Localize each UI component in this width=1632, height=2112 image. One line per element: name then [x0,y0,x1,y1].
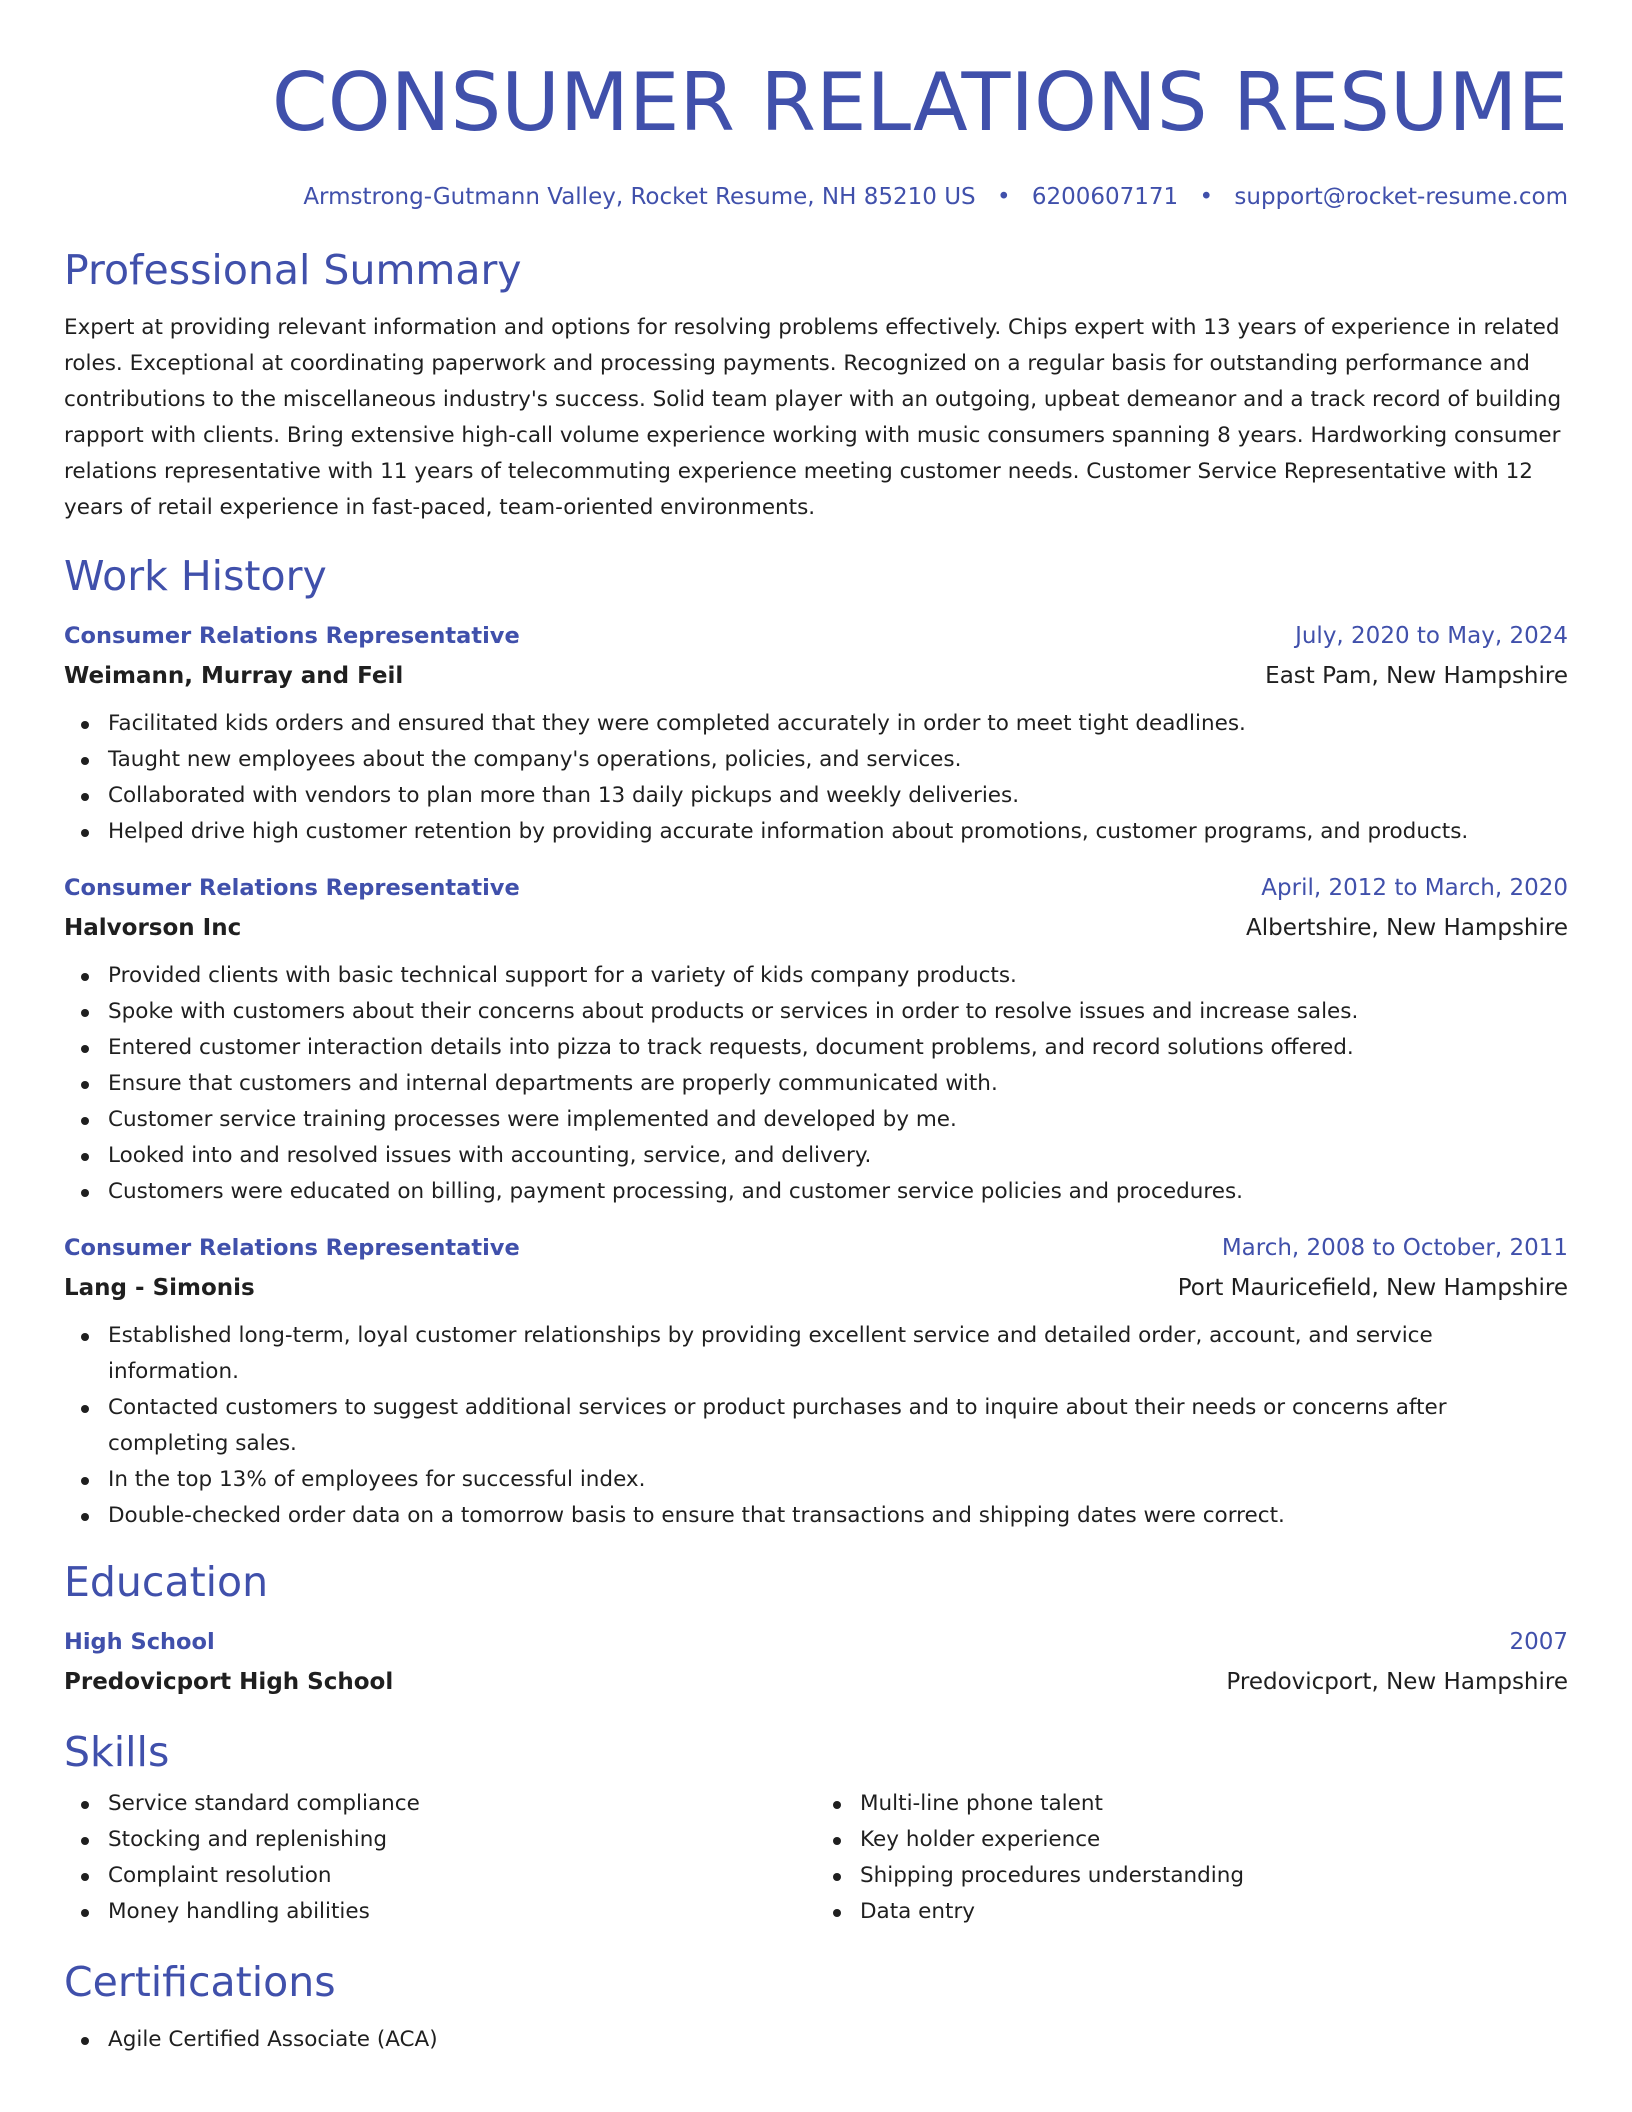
contact-separator: • [996,184,1011,210]
job-dates: April, 2012 to March, 2020 [1261,875,1568,901]
job-bullets [64,1318,1568,1534]
skills-list-left [64,1786,816,1930]
education-school-row [64,1662,1568,1702]
contact-separator: • [1199,184,1214,210]
list-item: Ensure that customers and internal departments are properly communicated with. [108,1066,1568,1102]
job-bullets [64,706,1568,850]
list-item: Entered customer interaction details into pizza to track requests, document problems, and record solutions offered. [108,1030,1568,1066]
certifications-list [64,2022,1568,2058]
list-item: Established long-term, loyal customer relationships by providing excellent service and detailed order, account, and service information. [108,1318,1568,1390]
skills-grid [64,1780,1568,1930]
job-company-row [64,1268,1568,1308]
list-item: Provided clients with basic technical support for a variety of kids company products. [108,958,1568,994]
list-item: In the top 13% of employees for successful index. [108,1462,1568,1498]
job-title: Consumer Relations Representative [64,875,520,901]
skills-list-right [816,1786,1568,1930]
list-item: Taught new employees about the company's operations, policies, and services. [108,742,1568,778]
summary-text: Expert at providing relevant information and options for resolving problems effectively. Chips expert with 13 years of experience in related roles. Exceptional at coordinating paperwork and processing payments. Recognized on a regular basis for outstanding performance and contributions to the miscellaneous industry's success. Solid team player with an outgoing, upbeat demeanor and a track record of building rapport with clients. Bring extensive high-call volume experience working with music consumers spanning 8 years. Hardworking consumer relations representative with 11 years of telecommuting experience meeting customer needs. Customer Service Representative with 12 years of retail experience in fast-paced, team-oriented environments. [64,315,1562,520]
job-company-row [64,656,1568,696]
job-dates: July, 2020 to May, 2024 [1295,623,1568,649]
contact-line [64,184,1568,210]
job-company-row [64,908,1568,948]
education-year: 2007 [1509,1629,1568,1655]
contact-phone: 6200607171 [1031,184,1179,210]
education-school: Predovicport High School [64,1669,394,1695]
list-item: Complaint resolution [108,1858,816,1894]
job-entry [64,1228,1568,1534]
job-title: Consumer Relations Representative [64,623,520,649]
job-company: Weimann, Murray and Feil [64,663,404,689]
list-item: Collaborated with vendors to plan more than 13 daily pickups and weekly deliveries. [108,778,1568,814]
list-item: Money handling abilities [108,1894,816,1930]
summary-heading: Professional Summary [64,246,522,294]
list-item: Customers were educated on billing, payment processing, and customer service policies and procedures. [108,1174,1568,1210]
list-item: Data entry [860,1894,1568,1930]
list-item: Facilitated kids orders and ensured that they were completed accurately in order to meet tight deadlines. [108,706,1568,742]
list-item: Spoke with customers about their concerns about products or services in order to resolve issues and increase sales. [108,994,1568,1030]
job-bullets [64,958,1568,1210]
list-item: Customer service training processes were implemented and developed by me. [108,1102,1568,1138]
job-title-row [64,1228,1568,1268]
education-degree-row [64,1622,1568,1662]
job-company: Halvorson Inc [64,915,242,941]
education-entry [64,1622,1568,1702]
resume-title: CONSUMER RELATIONS RESUME [271,56,1568,149]
list-item: Shipping procedures understanding [860,1858,1568,1894]
job-title-row [64,616,1568,656]
list-item: Looked into and resolved issues with accounting, service, and delivery. [108,1138,1568,1174]
job-location: Port Mauricefield, New Hampshire [1177,1275,1568,1301]
list-item: Contacted customers to suggest additional services or product purchases and to inquire about their needs or concerns after completing sales. [108,1390,1568,1462]
job-dates: March, 2008 to October, 2011 [1221,1235,1568,1261]
job-company: Lang - Simonis [64,1275,255,1301]
job-title: Consumer Relations Representative [64,1235,520,1261]
list-item: Multi-line phone talent [860,1786,1568,1822]
work-history-heading: Work History [64,552,327,600]
job-entry [64,868,1568,1210]
job-location: Albertshire, New Hampshire [1246,915,1568,941]
list-item: Double-checked order data on a tomorrow basis to ensure that transactions and shipping dates were correct. [108,1498,1568,1534]
list-item: Stocking and replenishing [108,1822,816,1858]
list-item: Agile Certified Associate (ACA) [108,2022,1568,2058]
list-item: Service standard compliance [108,1786,816,1822]
job-location: East Pam, New Hampshire [1265,663,1568,689]
education-heading: Education [64,1558,269,1606]
education-degree: High School [64,1629,215,1655]
list-item: Key holder experience [860,1822,1568,1858]
job-entry [64,616,1568,850]
skills-heading: Skills [64,1728,170,1776]
resume-page [64,0,1568,2058]
certifications-heading: Certifications [64,1958,336,2006]
contact-address: Armstrong-Gutmann Valley, Rocket Resume, NH 85210 US [303,184,976,210]
education-location: Predovicport, New Hampshire [1226,1669,1568,1695]
job-title-row [64,868,1568,908]
contact-email: support@rocket-resume.com [1234,184,1568,210]
list-item: Helped drive high customer retention by providing accurate information about promotions, customer programs, and products. [108,814,1568,850]
